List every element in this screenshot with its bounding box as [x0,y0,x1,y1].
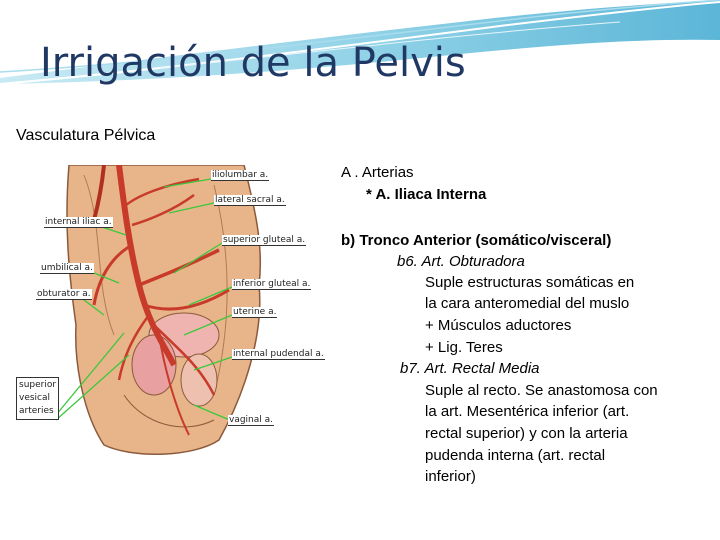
label-uterine: uterine a. [233,307,277,317]
pelvic-vasculature-illustration [14,165,324,461]
text-obturadora-desc-4: + Lig. Teres [425,339,503,356]
text-rectal-desc-2: la art. Mesentérica inferior (art. [425,403,630,420]
text-obturadora-desc-3: + Músculos aductores [425,317,572,334]
slide-title: Irrigación de la Pelvis [40,40,466,86]
label-vaginal: vaginal a. [229,415,274,425]
slide-subtitle: Vasculatura Pélvica [16,127,156,144]
text-rectal-desc-1: Suple al recto. Se anastomosa con [425,382,658,399]
text-tronco-anterior: b) Tronco Anterior (somático/visceral) [341,232,612,249]
label-umbilical: umbilical a. [41,263,93,273]
text-art-obturadora: b6. Art. Obturadora [397,253,525,270]
text-arterias-heading: A . Arterias [341,164,414,181]
text-iliaca-interna: * A. Iliaca Interna [366,186,487,203]
text-obturadora-desc-2: la cara anteromedial del muslo [425,295,630,312]
label-superior-gluteal: superior gluteal a. [223,235,306,245]
text-rectal-desc-3: rectal superior) y con la arteria [425,425,628,442]
label-inferior-gluteal: inferior gluteal a. [233,279,311,289]
label-lateral-sacral: lateral sacral a. [215,195,285,205]
text-rectal-desc-4: pudenda interna (art. rectal [425,447,606,464]
label-superior-vesical-line1: superior [19,380,57,390]
label-obturator: obturator a. [37,289,91,299]
label-internal-pudendal: internal pudendal a. [233,349,324,359]
text-rectal-desc-5: inferior) [425,468,476,485]
label-superior-vesical-line2: vesical [19,393,51,403]
text-obturadora-desc-1: Suple estructuras somáticas en [425,274,635,291]
text-art-rectal-media: b7. Art. Rectal Media [400,360,540,377]
label-superior-vesical-line3: arteries [19,406,54,416]
label-superior-vesical-arteries [16,377,59,420]
label-internal-iliac: internal iliac a. [45,217,112,227]
label-iliolumbar: iliolumbar a. [212,170,269,180]
